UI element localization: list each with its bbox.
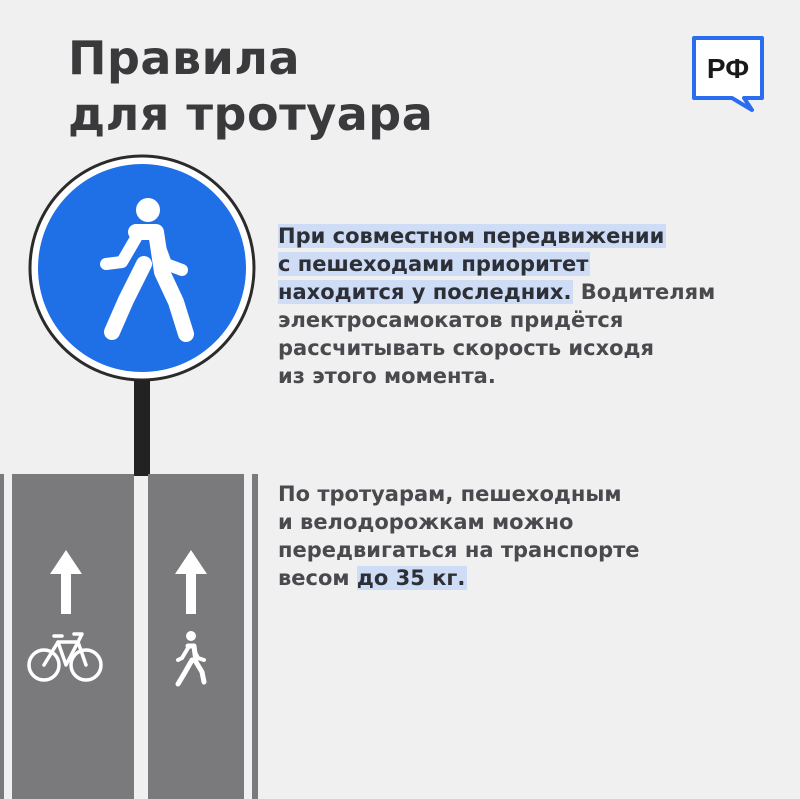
text-line-2: и велодорожкам можно [278,510,574,534]
speech-bubble-logo-icon [688,34,768,114]
text-line-1: По тротуарам, пешеходным [278,482,622,506]
title-line-2: для тротуара [68,87,434,141]
text-line-4-pre: весом [278,566,357,590]
sign-pole [134,380,150,476]
text-line-6: из этого момента. [278,364,496,388]
page-title [68,30,433,142]
text-line-4: электросамокатов придётся [278,308,624,332]
text-line-5: рассчитывать скорость исходя [278,336,654,360]
text-line-3: передвигаться на транспорте [278,538,640,562]
priority-text [278,222,788,390]
highlight-line-1: При совместном передвижении [278,224,665,248]
logo-text: РФ [706,53,750,84]
highlight-line-3: находится у последних. [278,280,572,304]
highlight-line-2: с пешеходами приоритет [278,252,589,276]
sidewalk-lanes [0,474,260,799]
text-line-3-rest: Водителям [573,280,716,304]
pedestrian-zone-sign-icon [26,152,258,384]
title-line-1: Правила [68,31,301,85]
weight-limit-text [278,480,698,592]
weight-limit-highlight: до 35 кг. [356,566,466,590]
